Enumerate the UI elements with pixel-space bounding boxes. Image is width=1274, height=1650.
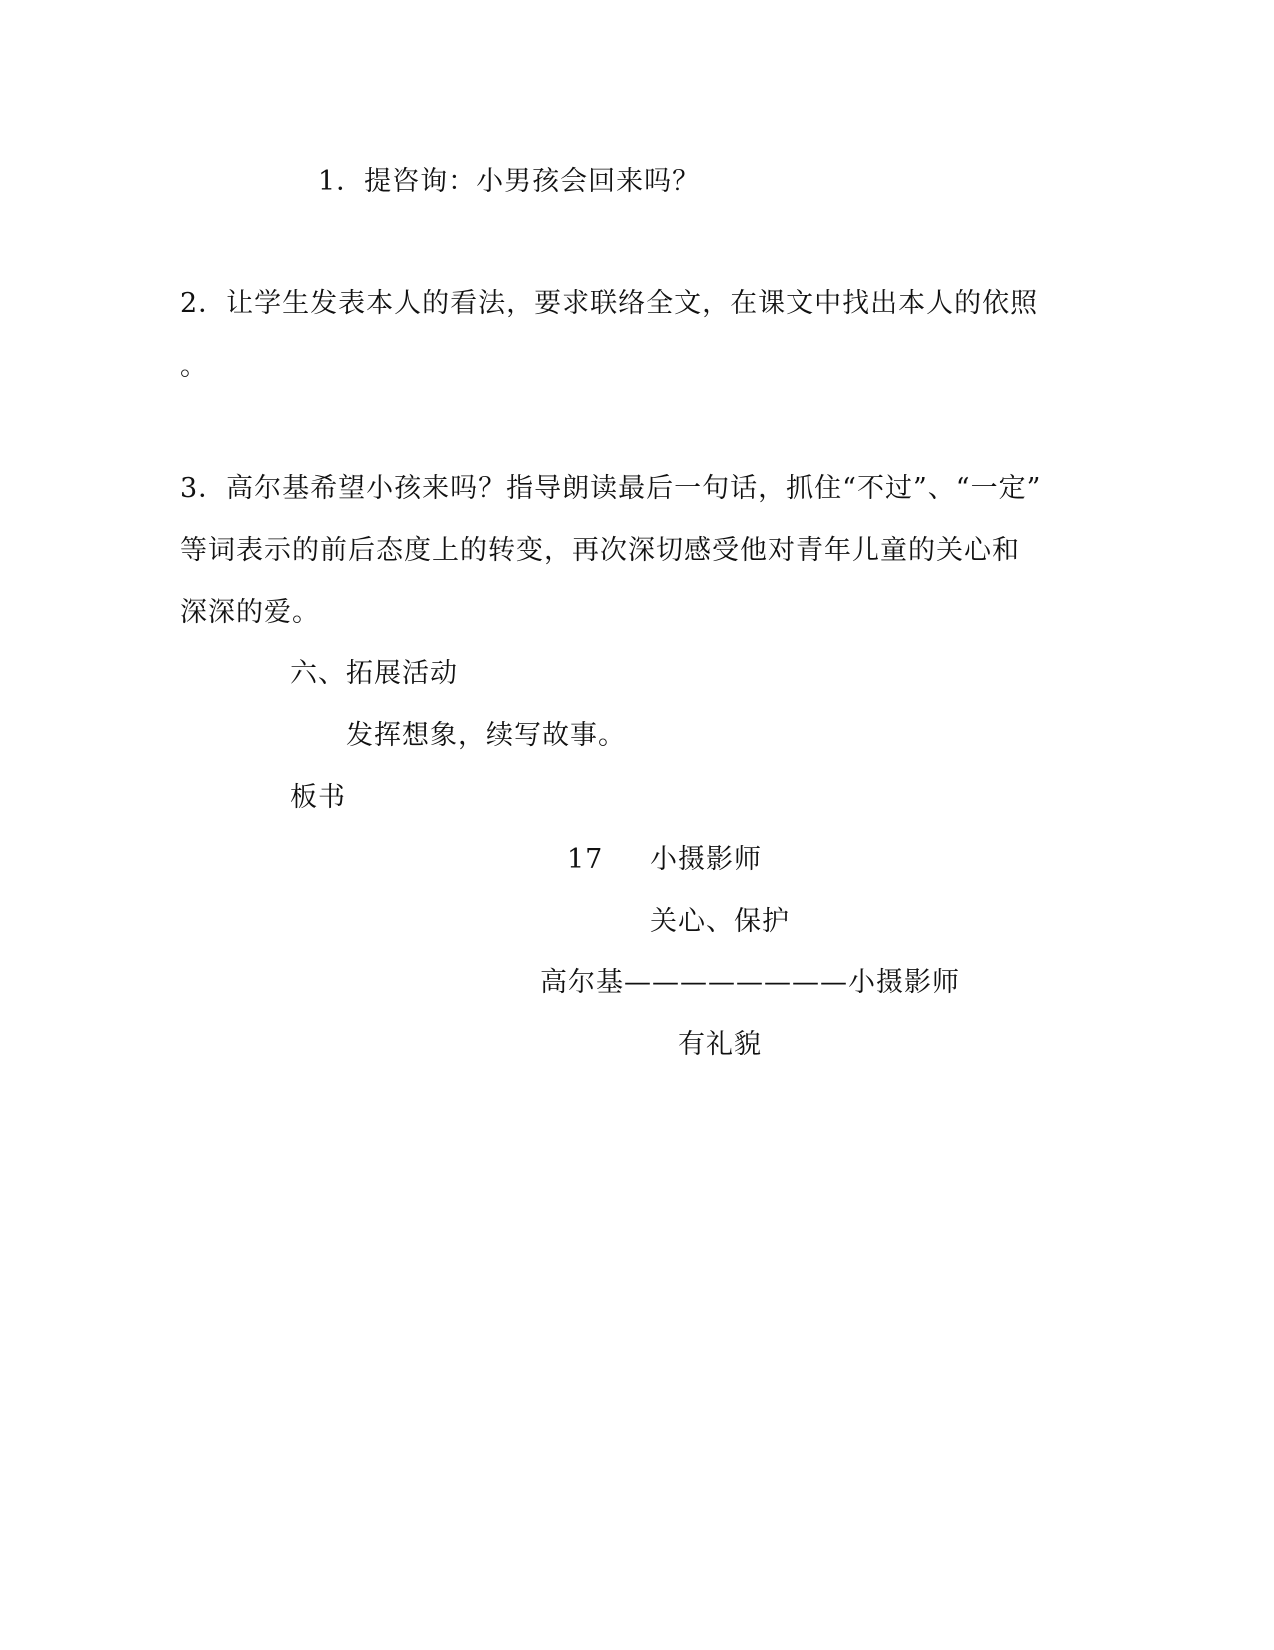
board-lesson-number: 17 bbox=[567, 844, 604, 875]
question-2-line-2: 。 bbox=[180, 351, 208, 382]
question-2-line-1: 2．让学生发表本人的看法，要求联络全文，在课文中找出本人的依照 bbox=[180, 288, 1039, 319]
board-lesson-title: 小摄影师 bbox=[650, 844, 762, 875]
question-3-line-1: 3．高尔基希望小孩来吗？指导朗读最后一句话，抓住“不过”、“一定” bbox=[180, 473, 1042, 504]
board-line-bottom: 有礼貌 bbox=[678, 1029, 762, 1060]
board-label: 板书 bbox=[290, 782, 346, 813]
question-3-line-2: 等词表示的前后态度上的转变，再次深切感受他对青年儿童的关心和 bbox=[180, 535, 1020, 566]
section-6-heading: 六、拓展活动 bbox=[290, 658, 458, 689]
question-1: 1．提咨询：小男孩会回来吗？ bbox=[318, 166, 701, 197]
board-line-top: 关心、保护 bbox=[650, 906, 790, 937]
section-6-body: 发挥想象，续写故事。 bbox=[346, 720, 626, 751]
question-3-line-3: 深深的爱。 bbox=[180, 597, 320, 628]
board-line-middle: 高尔基————————小摄影师 bbox=[540, 967, 960, 998]
